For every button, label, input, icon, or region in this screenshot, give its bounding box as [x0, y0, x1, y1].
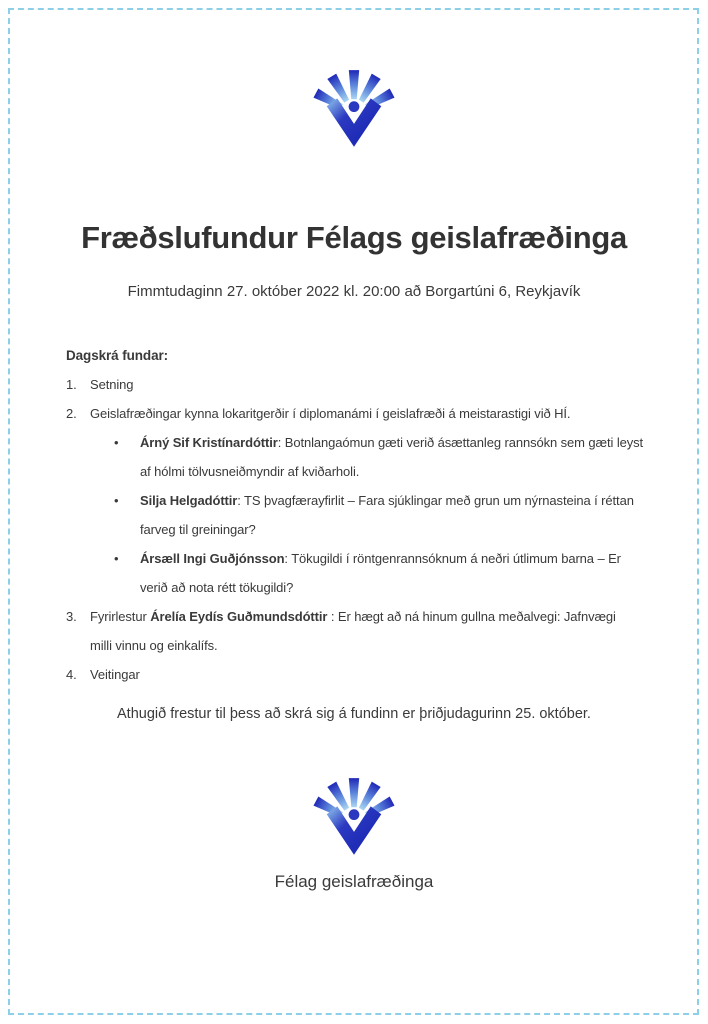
agenda-item-3 [66, 602, 650, 660]
agenda-item-1 [66, 370, 650, 399]
item-number: 2. [66, 406, 77, 421]
bullet-description: : TS þvagfærayfirlit – Fara sjúklingar með grun um nýrnasteina í réttan farveg til greiningar? [140, 493, 634, 537]
agenda-item-2 [66, 399, 650, 428]
event-date-location: Fimmtudaginn 27. október 2022 kl. 20:00 að Borgartúni 6, Reykjavík [127, 283, 581, 300]
bullet-description: : Tökugildi í röntgenrannsóknum á neðri útlimum barna – Er verið að nota rétt tökugildi? [140, 551, 621, 595]
bullet-text [140, 428, 650, 486]
item-prefix: Fyrirlestur [90, 609, 151, 624]
agenda-heading: Dagskrá fundar: [66, 348, 169, 363]
agenda-bullet-1 [66, 428, 650, 486]
footer-organization-name: Félag geislafræðinga [274, 872, 434, 891]
agenda-item-4 [66, 660, 650, 689]
page-title: Fræðslufundur Félags geislafræðinga [81, 220, 627, 255]
speaker-name: Ársæll Ingi Guðjónsson [140, 551, 285, 566]
agenda-bullet-3 [66, 544, 650, 602]
bullet-text [140, 544, 650, 602]
speaker-name: Árný Sif Kristínardóttir [140, 435, 278, 450]
item-description: : Er hægt að ná hinum gullna meðalvegi: Jafnvægi milli vinnu og einkalífs. [90, 609, 616, 653]
item-text [90, 602, 625, 660]
person-icon [327, 98, 382, 146]
bullet-icon: • [114, 493, 119, 508]
item-text: Geislafræðingar kynna lokaritgerðir í diplomanámi í geislafræði á meistarastigi við HÍ. [90, 406, 571, 421]
registration-deadline-note: Athugið frestur til þess að skrá sig á fundinn er þriðjudagurinn 25. október. [117, 706, 591, 722]
felag-geislafraedinga-logo-footer [307, 772, 402, 860]
agenda-section [66, 341, 650, 689]
bullet-text [140, 486, 650, 544]
item-text: Setning [90, 377, 134, 392]
item-number: 4. [66, 667, 77, 682]
speaker-name: Silja Helgadóttir [140, 493, 238, 508]
item-number: 1. [66, 377, 77, 392]
agenda-bullet-2 [66, 486, 650, 544]
bullet-icon: • [114, 435, 119, 450]
bullet-description: : Botnlangaómun gæti verið ásættanleg rannsókn sem gæti leyst af hólmi tölvusneiðmyndir af kviðarholi. [140, 435, 644, 479]
felag-geislafraedinga-logo [307, 64, 402, 152]
bullet-icon: • [114, 551, 119, 566]
item-number: 3. [66, 609, 77, 624]
speaker-name: Árelía Eydís Guðmundsdóttir [150, 609, 328, 624]
item-text: Veitingar [90, 667, 140, 682]
